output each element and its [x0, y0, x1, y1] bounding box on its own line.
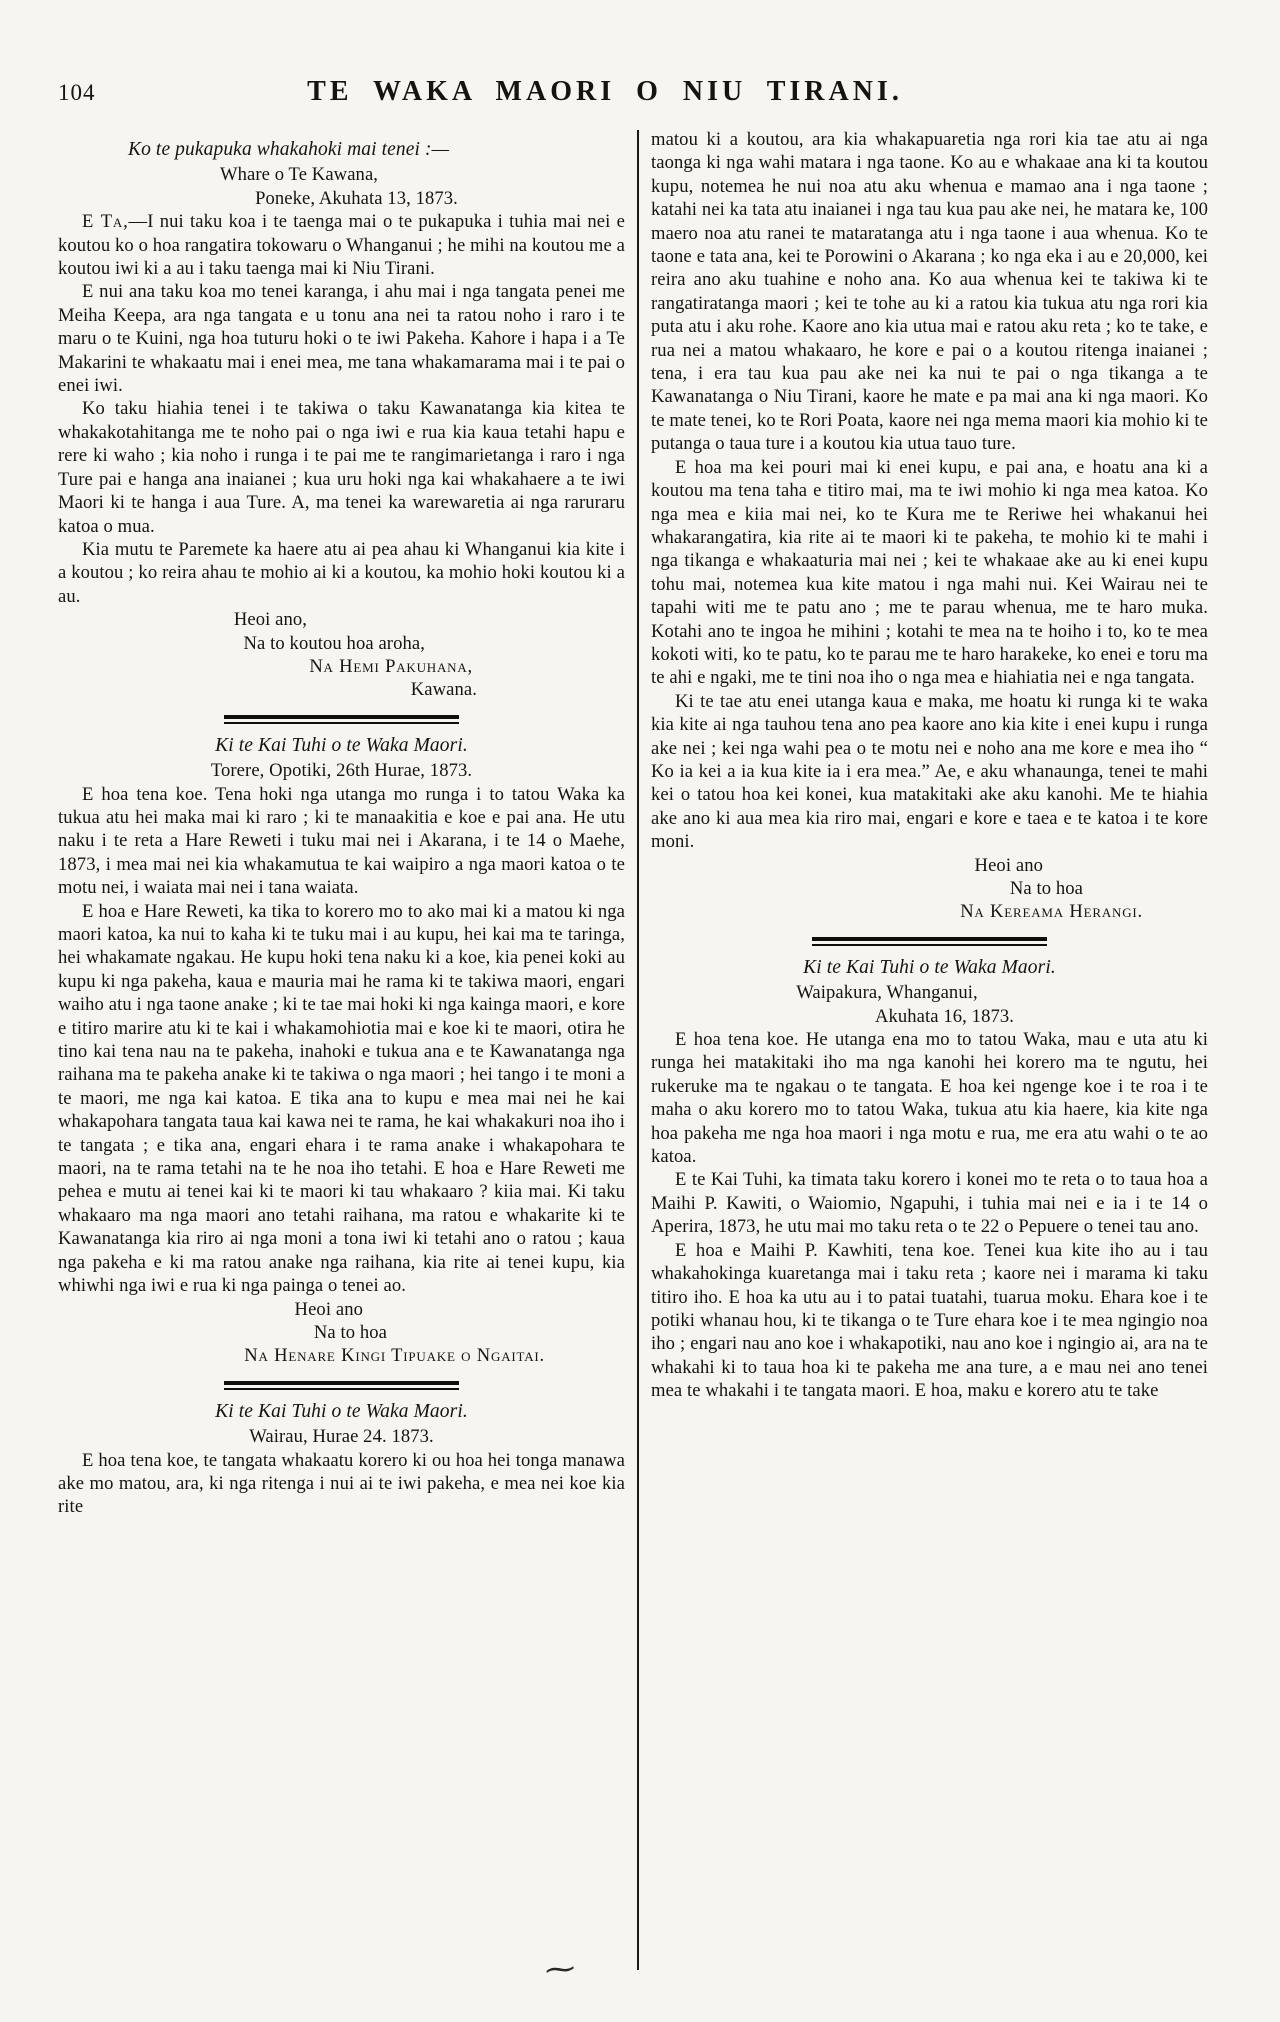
letter-waipakura-paragraph-3: E hoa e Maihi P. Kawhiti, tena koe. Tenei kua kite iho au i tau whakahokinga kuaretanga mai i taku reta ; kaore nei i marama ki taku titiro iho. E hoa ka utu au i to patai tuatahi, tuarua moku. Ehara koe i te potiki whanau hou, ki te tikanga o te Ture ehara koe i te mea ngingio noa iho ; engari nau ano koe i whakapotiki, nau ano koe i ngingio ai, ara na te whakahi ki to taua hoa ki te pakeha me ana ture, a e mau nei ano tenei mea te whakahi i te tangata maori. E hoa, maku e korero atu te take — [651, 1239, 1208, 1402]
letter-gov-signature-title: Kawana. — [410, 679, 477, 701]
letter-wairau-paragraph-3: Ki te tae atu enei utanga kaua e maka, me hoatu ki runga ki te waka kia kite ai nga tauhou tena ano pea kaore ano kia kite i enei kupu i runga ake nei ; kei nga wahi pea o te motu nei e noho ana me kore e mea iho “ Ko ia kei a ia kua kite ia i era mea.” Ae, e aku whanaunga, tenei te mahi kei o tatou hoa kei konei, kua matakitaki ake aku kanohi. Me te hiahia ake ano ki aua mea kia riro mai, engari e kore e taea e te katoa i te kore moni. — [651, 690, 1208, 853]
letter-wairau-closing-2: Na to hoa — [1009, 878, 1083, 899]
letter-wairau-heading: Ki te Kai Tuhi o te Waka Maori. — [215, 1400, 468, 1422]
section-divider-rule — [224, 715, 459, 724]
left-column — [58, 128, 625, 1519]
letter-gov-place: Whare o Te Kawana, — [219, 164, 379, 186]
letter-torere-date: Torere, Opotiki, 26th Hurae, 1873. — [210, 760, 473, 782]
letter-waipakura-date: Akuhata 16, 1873. — [874, 1005, 1015, 1027]
letter-waipakura-place: Waipakura, Whanganui, — [796, 982, 978, 1004]
letter-torere-heading: Ki te Kai Tuhi o te Waka Maori. — [215, 734, 468, 756]
section-divider-rule — [224, 1381, 459, 1390]
letter-gov-paragraph-2: E nui ana taku koa mo tenei karanga, i ahu mai i nga tangata penei me Meiha Keepa, ara nga tangata e u tonu ana nei ta ratou noho i raro i te maru o te Kuini, nga hoa tuturu hoki o te iwi Pakeha. Kahore i hapa i a Te Makarini te whakaatu mai i enei mea, me tana whakamarama mai i te pai o enei iwi. — [58, 281, 625, 397]
letter-gov-closing-2: Na to koutou hoa aroha, — [243, 632, 425, 654]
letter-gov-closing-1: Heoi ano, — [233, 609, 307, 631]
letter-gov-paragraph-4: Kia mutu te Paremete ka haere atu ai pea ahau ki Whanganui kia kite i a koutou ; ko reira ahau te mohio ai ki a koutou, ka mohio hoki koutou ki a au. — [58, 538, 625, 607]
letter-gov-paragraph-1-text: —I nui taku koa i te taenga mai o te pukapuka i tuhia mai nei e koutou ko o hoa rangatira tokowaru o Whanganui ; he mihi na koutou me a koutou iwi ki a au i taku taenga mai ki Niu Tirani. — [58, 211, 625, 280]
letter-gov-paragraph-1 — [58, 210, 625, 280]
column-divider-rule — [637, 130, 639, 1970]
letter-torere-signature: Na Henare Kingi Tipuake o Ngaitai. — [244, 1345, 545, 1367]
printers-squiggle-mark: ⁓ — [543, 1951, 577, 1988]
letter-wairau-paragraph-1-right: matou ki a koutou, ara kia whakapuaretia nga rori kia tae atu ai nga taonga ki nga wahi matara i nga taone. Ko au e whakaae ana ki ta koutou kupu, notemea he nui noa atu aku whenua e mamao ana i nga taone ; katahi nei ka tata atu inaianei i nga tau kua pau ake nei, he matara ke, 100 maero noa atu ranei te mataratanga atu i nga taone i aua whenua. Ko te taone e tata ana, kei te Porowini o Akarana ; ko nga eka i au e 20,000, kei reira ano aku tuahine e noho ana. Ko aua whenua kei te takiwa ki te rangatiratanga maori ; kei te tohe au ki a ratou kia tukua atu nga rori kia puta atu i aku rohe. Kaore ano kia utua mai e ratou aku reta ; ko te take, e rua nei a matou whakaaro, he kore e pai o a koutou ritenga inaianei ; tena, i era tau kua pau ake nei ka nui te pai o nga tikanga a te Kawanatanga o Niu Tirani, kaore he mate e pa mai ana ki nga maori. Ko te mate tenei, ko te Rori Poata, kaore nei nga mema maori kia mohio ki te putanga o taua ture i a koutou kia utua tauo ture. — [651, 129, 1208, 455]
letter-gov-paragraph-3: Ko taku hiahia tenei i te takiwa o taku Kawanatanga kia kitea te whakakotahitanga me te noho pai o nga iwi e rua kia kaua tetahi hapu e rere ki waho ; kia noho i runga i te pai me te rangimarietanga i raro i nga Ture pai e hanga ana inaianei ; kua uru hoki nga kai whakahaere a te iwi Maori ki te hanga i aua Ture. A, ma tenei ka warewaretia ai nga raruraru katoa o mua. — [58, 398, 625, 537]
letter-gov-heading: Ko te pukapuka whakahoki mai tenei :— — [128, 139, 450, 160]
letter-wairau-paragraph-1-left: E hoa tena koe, te tangata whakaatu korero ki ou hoa hei tonga manawa ake mo matou, ara, ki nga ritenga i nui ai te iwi pakeha, e mea nei koe kia rite — [58, 1449, 625, 1518]
masthead-title: TE WAKA MAORI O NIU TIRANI. — [307, 76, 903, 107]
letter-wairau-closing-1: Heoi ano — [974, 854, 1043, 876]
letter-torere-closing-1: Heoi ano — [294, 1298, 363, 1320]
section-divider-rule — [812, 937, 1047, 946]
letter-wairau-date: Wairau, Hurae 24. 1873. — [249, 1426, 434, 1448]
letter-gov-salutation: E Ta, — [82, 211, 129, 233]
letter-gov-date: Poneke, Akuhata 13, 1873. — [255, 187, 458, 209]
page-number: 104 — [58, 80, 96, 105]
letter-waipakura-paragraph-2: E te Kai Tuhi, ka timata taku korero i konei mo te reta o to taua hoa a Maihi P. Kawiti, o Waiomio, Ngapuhi, i tuhia mai nei e ia i te 14 o Aperira, 1873, he utu mai mo taku reta o te 22 o Pepuere o tenei tau ano. — [651, 1169, 1208, 1238]
letter-gov-signature: Na Hemi Pakuhana, — [309, 655, 473, 677]
letter-torere-closing-2: Na to hoa — [313, 1321, 387, 1343]
letter-wairau-paragraph-2: E hoa ma kei pouri mai ki enei kupu, e pai ana, e hoatu ana ki a koutou ma tena taha e titiro mai, ma te iwi mohio ki nga mea katoa. Ko nga mea e kiia mai nei, ko te Kura me te Reriwe hei whakanui hei whakarangatira, kia rite ai te maori ki te pakeha, te mohio ki te mahi i nga tikanga e whakaaturia mai nei ; kei te whakaae ake au ki enei kupu tohu mai, notemea kua kite matou i nga mahi nui. Kei Wairau nei te tapahi witi me te patu ano ; me te parau whenua, me te haro muka. Kotahi ano te ingoa he mihini ; kotahi te mea na te hoiho i to, ko te mea kokoti witi, ko te patu, ko te parau me te haro harakeke, ko enei e toru ma te ahi e ngaki, me te tini noa iho o nga mea e hiahiatia nei e nga tangata. — [651, 456, 1208, 689]
letter-torere-paragraph-1: E hoa tena koe. Tena hoki nga utanga mo runga i to tatou Waka ka tukua atu hei maka mai ki raro ; ki te manaakitia e koe e pai ana. He utu naku i te reta a Hare Reweti i tuku mai nei i Akarana, i te 14 o Maehe, 1873, i mea mai nei kia whakamutua te kai waipiro a nga maori katoa o te motu nei, i waiata mai nei i tana waiata. — [58, 783, 625, 899]
columns-area — [58, 128, 1208, 1988]
letter-wairau-signature: Na Kereama Herangi. — [960, 901, 1143, 923]
letter-waipakura-heading: Ki te Kai Tuhi o te Waka Maori. — [803, 956, 1056, 978]
right-column — [651, 128, 1208, 1403]
letter-waipakura-paragraph-1: E hoa tena koe. He utanga ena mo to tatou Waka, mau e uta atu ki runga hei matakitaki iho ma nga kanohi hei korero ma te ngutu, hei rukeruke ma te ngakau o te tangata. E hoa kei ngenge koe i te roa i te maha o aku korero mo to tatou Waka, tukua atu kia haere, kia kite nga hoa pakeha me nga hoa maori i nga motu e rua, me era atu wahi o te ao katoa. — [651, 1029, 1208, 1168]
letter-torere-paragraph-2: E hoa e Hare Reweti, ka tika to korero mo to ako mai ki a matou ki nga maori katoa, ka nui to kaha ki te tuku mai i au kupu, hei kai ma te taringa, hei whakamate ngakau. He kupu hoki tena naku ki a koe, kia penei koki au kupu ki nga pakeha, kaua e mauria mai he rama ki te takiwa maori, engari waiho atu i nga taone anake ; ki te tae mai hoki ki nga kainga maori, e kore e titiro marire atu ki te kai i whakamohiotia mai e koe ki te maori, otira he tino kai tena nau na te pakeha, inahoki e tukua ana e te Kawanatanga nga raihana ma te pakeha anake ki te takiwa o nga maori ; hei tango i te moni a te maori, me nga kai katoa. E tika ana to kupu e mea mai nei he kai whakapohara tangata taua kai kawa nei te rama, he kai whakakuri noa iho i te tangata ; e tika ana, engari ehara i te rama anake i whakapohara te maori, na te rama tetahi na te he noa iho tetahi. E hoa e Hare Reweti me pehea e mutu ai tenei kai ki te maori ki tau whakaaro ? kiia mai. Ki taku whakaaro ma nga maori ano tetahi raihana, ma ratou e whakarite ki te Kawanatanga kia riro ai nga moni a tona iwi ki tetahi ano o ratou ; kaua nga pakeha e ki ma ratou anake nga raihana, kia rite ai tenei kupu, kia whiwhi nga iwi e rua ki nga painga o tenei ao. — [58, 900, 625, 1297]
